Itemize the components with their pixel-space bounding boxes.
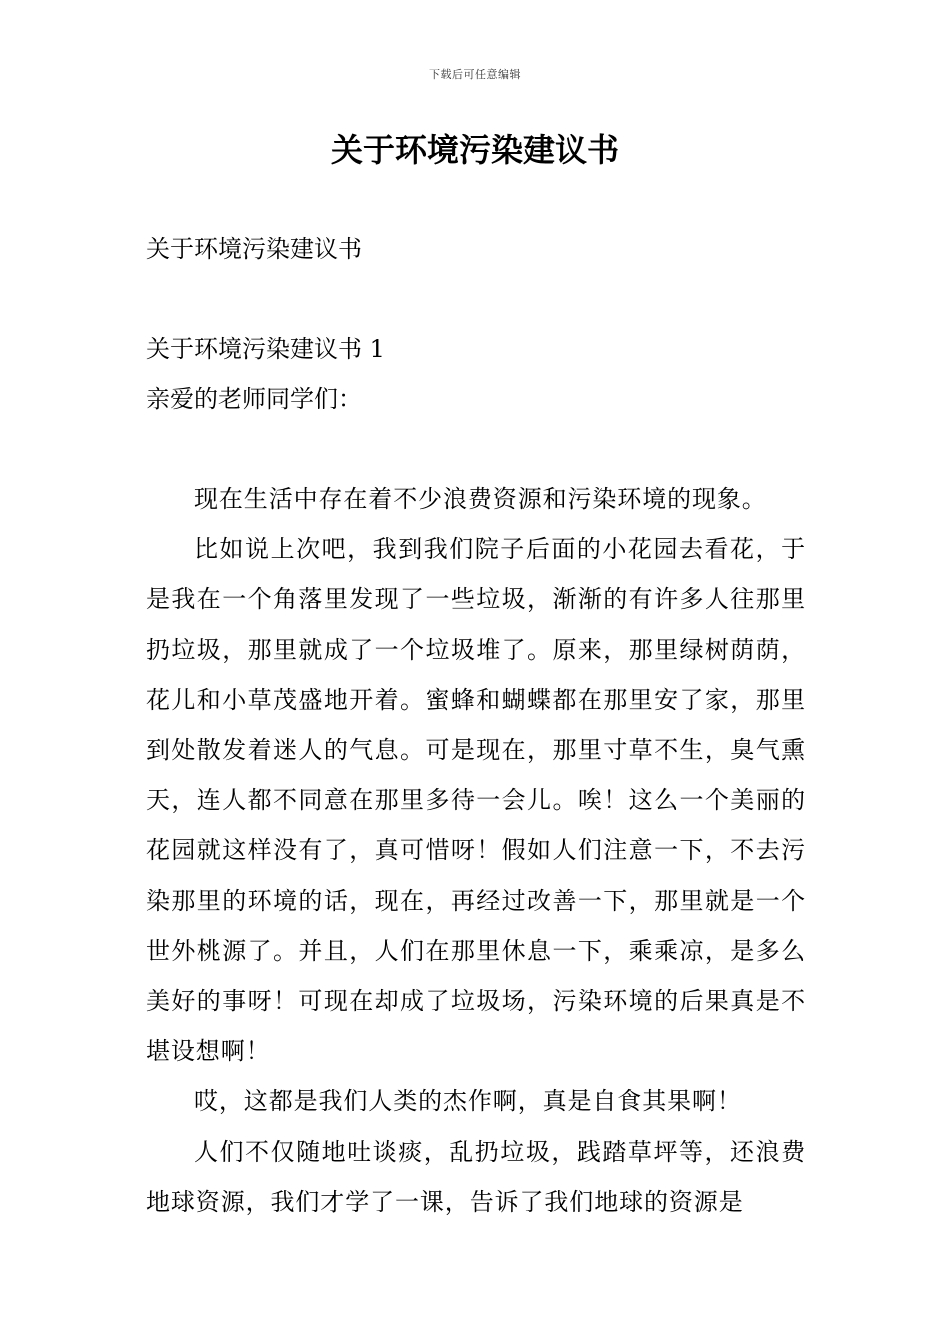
section-heading: 关于环境污染建议书 1: [146, 335, 385, 363]
body-paragraph: 人们不仅随地吐谈痰，乱扔垃圾，践踏草坪等，还浪费地球资源，我们才学了一课，告诉了我们地球的资源是: [146, 1137, 806, 1216]
document-title: 关于环境污染建议书: [330, 131, 619, 169]
body-paragraph: 哎，这都是我们人类的杰作啊，真是自食其果啊！: [194, 1087, 742, 1116]
document-body: [146, 474, 806, 1227]
salutation: 亲爱的老师同学们：: [146, 385, 362, 413]
body-paragraph: 现在生活中存在着不少浪费资源和污染环境的现象。: [194, 485, 767, 513]
body-paragraph: 比如说上次吧，我到我们院子后面的小花园去看花，于是我在一个角落里发现了一些垃圾，渐渐的有许多人往那里扔垃圾，那里就成了一个垃圾堆了。原来，那里绿树荫荫，花儿和小草茂盛地开着。蜜蜂和蝴蝶都在那里安了家，那里到处散发着迷人的气息。可是现在，那里寸草不生，臭气熏天，连人都不同意在那里多待一会儿。唉！这么一个美丽的花园就这样没有了，真可惜呀！假如人们注意一下，不去污染那里的环境的话，现在，再经过改善一下，那里就是一个世外桃源了。并且，人们在那里休息一下，乘乘凉，是多么美好的事呀！可现在却成了垃圾场，污染环境的后果真是不堪设想啊！: [146, 535, 806, 1066]
header-note: 下载后可任意编辑: [429, 68, 521, 81]
document-subtitle: 关于环境污染建议书: [146, 235, 362, 263]
